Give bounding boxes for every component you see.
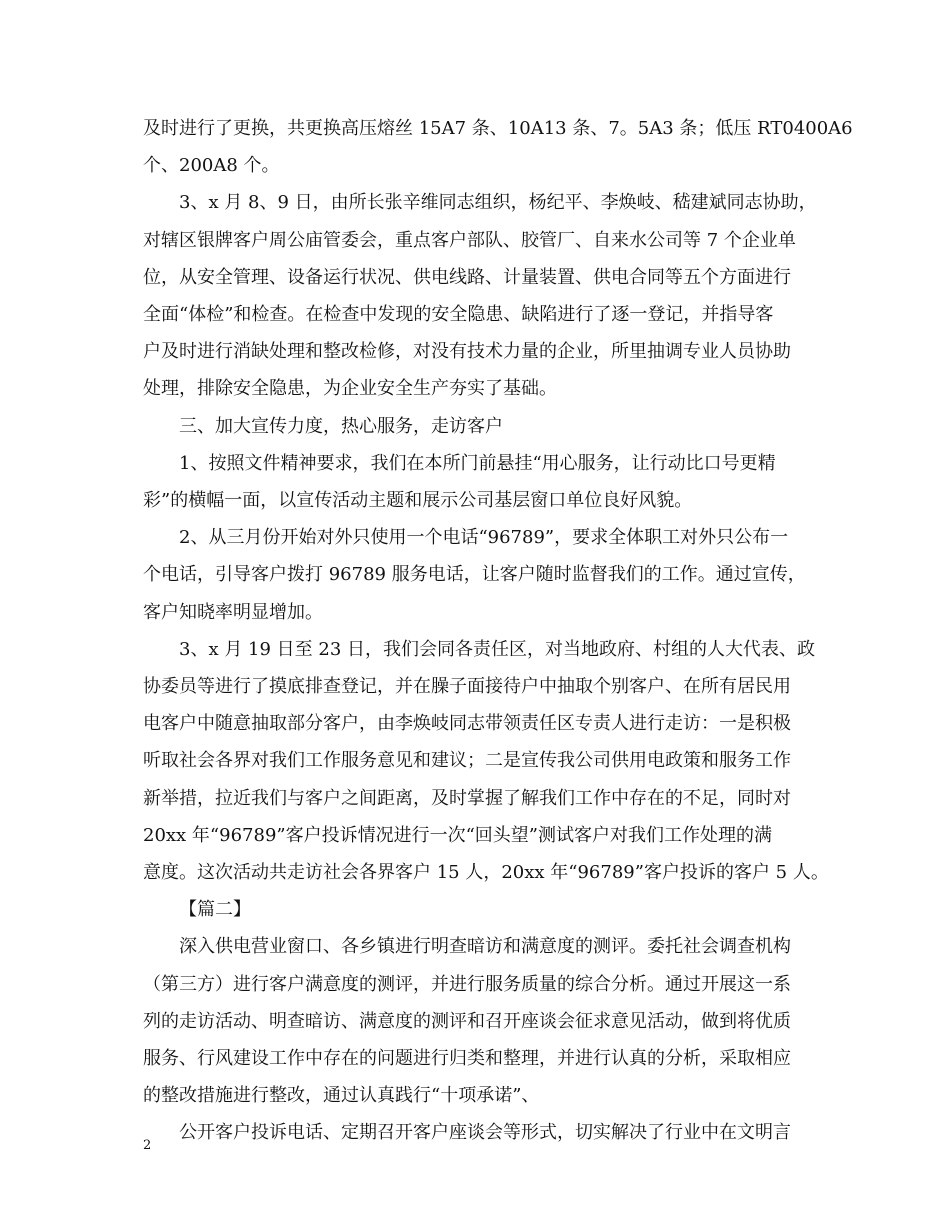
text-line: 列的走访活动、明查暗访、满意度的测评和召开座谈会征求意见活动，做到将优质	[143, 1010, 791, 1032]
paragraph-inspection	[143, 184, 833, 407]
text-line: 【篇二】	[179, 899, 251, 921]
paragraph-replacement-summary	[143, 110, 853, 184]
text-line: 三、加大宣传力度，热心服务，走访客户	[179, 415, 503, 437]
text-line: 意度。这次活动共走访社会各界客户 15 人，20xx 年“96789”客户投诉的客户 5 人。	[143, 862, 829, 884]
text-line: 个、200A8 个。	[143, 155, 280, 177]
text-line: 全面“体检”和检查。在检查中发现的安全隐患、缺陷进行了逐一登记，并指导客	[143, 304, 774, 326]
text-line: 客户知晓率明显增加。	[143, 601, 323, 623]
text-line: 新举措，拉近我们与客户之间距离，及时掌握了解我们工作中存在的不足，同时对	[143, 787, 791, 809]
text-line: 服务、行风建设工作中存在的问题进行归类和整理，并进行认真的分析，采取相应	[143, 1048, 791, 1070]
text-line: 及时进行了更换，共更换高压熔丝 15A7 条、10A13 条、7。5A3 条；低压 RT0400A6	[143, 118, 853, 139]
text-line: 2、从三月份开始对外只使用一个电话“96789”，要求全体职工对外只公布一	[179, 527, 789, 549]
text-line: 3、x 月 8、9 日，由所长张辛维同志组织，杨纪平、李焕岐、嵇建斌同志协助，	[179, 192, 817, 214]
text-line: 深入供电营业窗口、各乡镇进行明查暗访和满意度的测评。委托社会调查机构	[179, 936, 791, 958]
paragraph-satisfaction-survey	[143, 928, 833, 1114]
text-line: 个电话，引导客户拨打 96789 服务电话，让客户随时监督我们的工作。通过宣传，	[143, 564, 806, 586]
document-body	[143, 110, 853, 1152]
paragraph-customer-visits	[143, 631, 833, 891]
text-line: 位，从安全管理、设备运行状况、供电线路、计量装置、供电合同等五个方面进行	[143, 266, 791, 288]
text-line: 公开客户投诉电话、定期召开客户座谈会等形式，切实解决了行业中在文明言	[179, 1122, 791, 1144]
text-line: 的整改措施进行整改，通过认真践行“十项承诺”、	[143, 1085, 540, 1107]
text-line: 1、按照文件精神要求，我们在本所门前悬挂“用心服务，让行动比口号更精	[179, 452, 776, 474]
text-line: 户及时进行消缺处理和整改检修，对没有技术力量的企业，所里抽调专业人员协助	[143, 341, 791, 363]
page-number: 2	[143, 1138, 152, 1153]
paragraph-hotline	[143, 519, 833, 631]
paragraph-complaint-hotline	[143, 1114, 833, 1151]
section-heading	[143, 408, 833, 445]
text-line: 电客户中随意抽取部分客户，由李焕岐同志带领责任区专责人进行走访：一是积极	[143, 713, 791, 735]
text-line: 听取社会各界对我们工作服务意见和建议；二是宣传我公司供用电政策和服务工作	[143, 750, 791, 772]
text-line: （第三方）进行客户满意度的测评，并进行服务质量的综合分析。通过开展这一系	[143, 973, 791, 995]
paragraph-banner	[143, 445, 833, 519]
text-line: 3、x 月 19 日至 23 日，我们会同各责任区，对当地政府、村组的人大代表、政	[179, 638, 816, 660]
text-line: 彩”的横幅一面，以宣传活动主题和展示公司基层窗口单位良好风貌。	[143, 490, 693, 512]
text-line: 20xx 年“96789”客户投诉情况进行一次“回头望”测试客户对我们工作处理的满	[143, 824, 772, 846]
text-line: 协委员等进行了摸底排查登记，并在臊子面接待户中抽取个别客户、在所有居民用	[143, 676, 791, 698]
text-line: 对辖区银牌客户周公庙管委会，重点客户部队、胶管厂、自来水公司等 7 个企业单	[143, 229, 796, 251]
part-two-heading	[143, 891, 833, 928]
text-line: 处理，排除安全隐患，为企业安全生产夯实了基础。	[143, 378, 557, 400]
